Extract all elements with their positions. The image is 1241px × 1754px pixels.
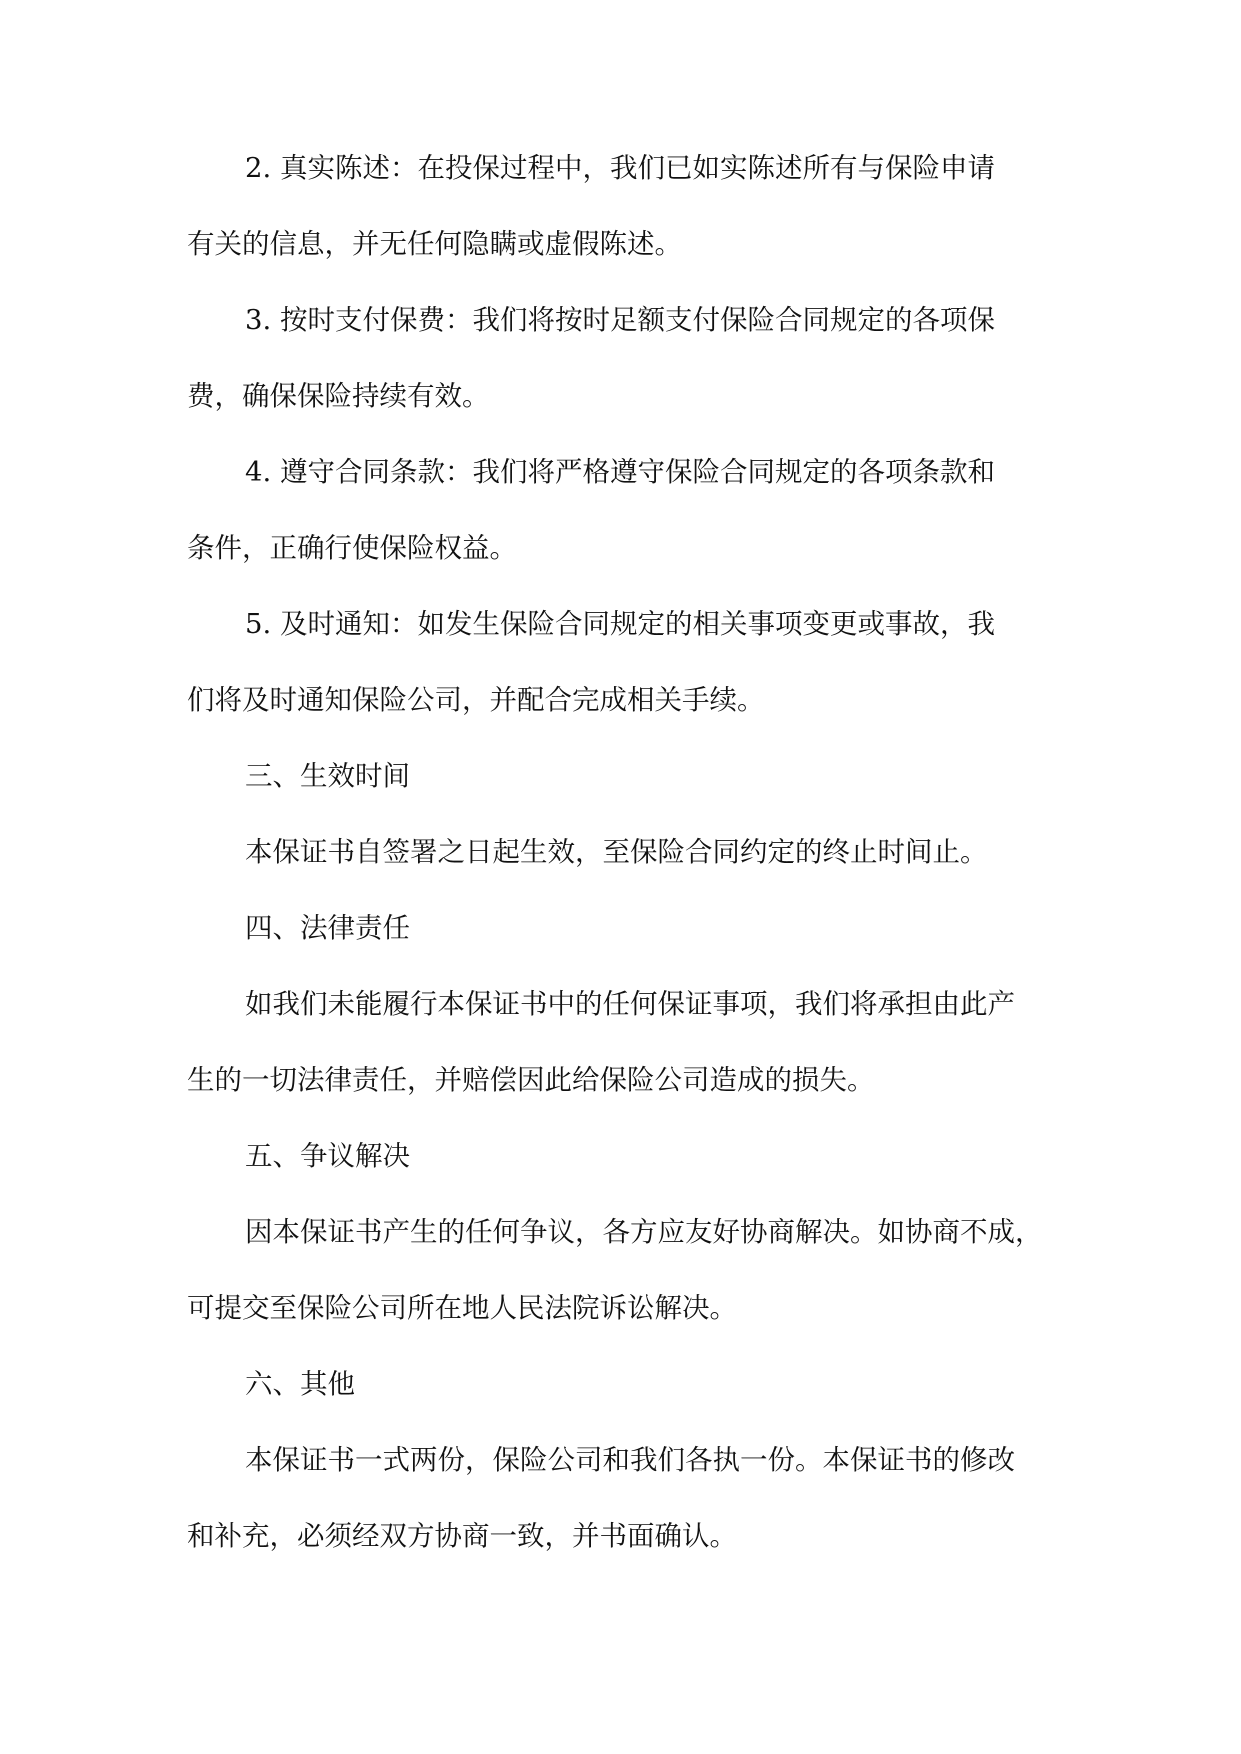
text-line: 如我们未能履行本保证书中的任何保证事项，我们将承担由此产 [245,988,1015,1020]
text-line: 可提交至保险公司所在地人民法院诉讼解决。 [187,1292,737,1324]
text-line: 本保证书一式两份，保险公司和我们各执一份。本保证书的修改 [245,1444,1015,1476]
text-line: 4. 遵守合同条款：我们将严格遵守保险合同规定的各项条款和 [245,456,995,488]
text-line: 5. 及时通知：如发生保险合同规定的相关事项变更或事故，我 [245,608,995,640]
text-line: 们将及时通知保险公司，并配合完成相关手续。 [187,684,765,716]
text-line: 五、争议解决 [245,1140,410,1172]
text-line: 三、生效时间 [245,760,410,792]
document-body [187,148,1057,1592]
text-line: 费，确保保险持续有效。 [187,380,490,412]
text-line: 因本保证书产生的任何争议，各方应友好协商解决。如协商不成， [245,1216,1043,1248]
text-line: 和补充，必须经双方协商一致，并书面确认。 [187,1520,737,1552]
text-line: 3. 按时支付保费：我们将按时足额支付保险合同规定的各项保 [245,304,995,336]
text-line: 生的一切法律责任，并赔偿因此给保险公司造成的损失。 [187,1064,875,1096]
text-line: 有关的信息，并无任何隐瞒或虚假陈述。 [187,228,682,260]
text-line: 2. 真实陈述：在投保过程中，我们已如实陈述所有与保险申请 [245,152,995,184]
text-line: 本保证书自签署之日起生效，至保险合同约定的终止时间止。 [245,836,988,868]
text-line: 条件，正确行使保险权益。 [187,532,517,564]
text-line: 四、法律责任 [245,912,410,944]
text-line: 六、其他 [245,1368,355,1400]
